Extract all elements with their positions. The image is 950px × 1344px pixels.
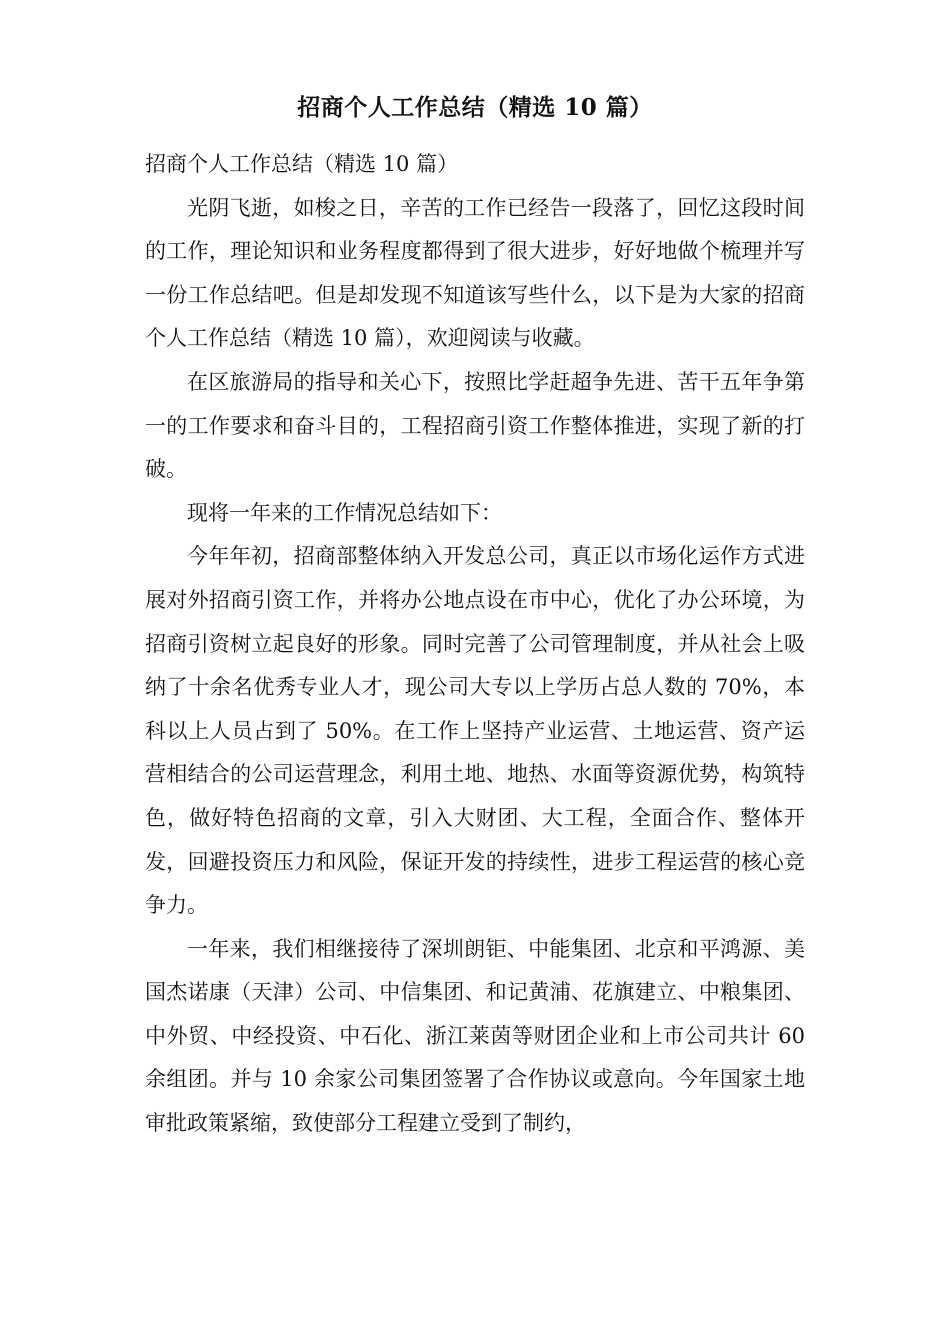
document-title: 招商个人工作总结（精选 10 篇） xyxy=(297,94,653,121)
body-paragraph: 在区旅游局的指导和关心下，按照比学赶超争先进、苦干五年争第一的工作要求和奋斗目的，工程招商引资工作整体推进，实现了新的打破。 xyxy=(145,369,805,482)
document-body xyxy=(145,143,805,1146)
body-paragraph: 现将一年来的工作情况总结如下： xyxy=(187,500,502,525)
body-paragraph: 今年年初，招商部整体纳入开发总公司，真正以市场化运作方式进展对外招商引资工作，并将办公地点设在市中心，优化了办公环境，为招商引资树立起良好的形象。同时完善了公司管理制度，并从社会上吸纳了十余名优秀专业人才，现公司大专以上学历占总人数的 70%，本科以上人员占到了 50%。在工作上坚持产业运营、土地运营、资产运营相结合的公司运营理念，利用土地、地热、水面等资源优势，构筑特色，做好特色招商的文章，引入大财团、大工程，全面合作、整体开发，回避投资压力和风险，保证开发的持续性，进步工程运营的核心竞争力。 xyxy=(145,544,805,918)
subtitle-paragraph: 招商个人工作总结（精选 10 篇） xyxy=(145,152,459,176)
body-paragraph: 一年来，我们相继接待了深圳朗钜、中能集团、北京和平鸿源、美国杰诺康（天津）公司、中信集团、和记黄浦、花旗建立、中粮集团、中外贸、中经投资、中石化、浙江莱茵等财团企业和上市公司共计 60 余组团。并与 10 余家公司集团签署了合作协议或意向。今年国家土地审批政策紧缩，致使部分工程建立受到了制约， xyxy=(145,936,805,1136)
body-paragraph: 光阴飞逝，如梭之日，辛苦的工作已经告一段落了，回忆这段时间的工作，理论知识和业务程度都得到了很大进步，好好地做个梳理并写一份工作总结吧。但是却发现不知道该写些什么，以下是为大家的招商个人工作总结（精选 10 篇），欢迎阅读与收藏。 xyxy=(145,195,805,351)
